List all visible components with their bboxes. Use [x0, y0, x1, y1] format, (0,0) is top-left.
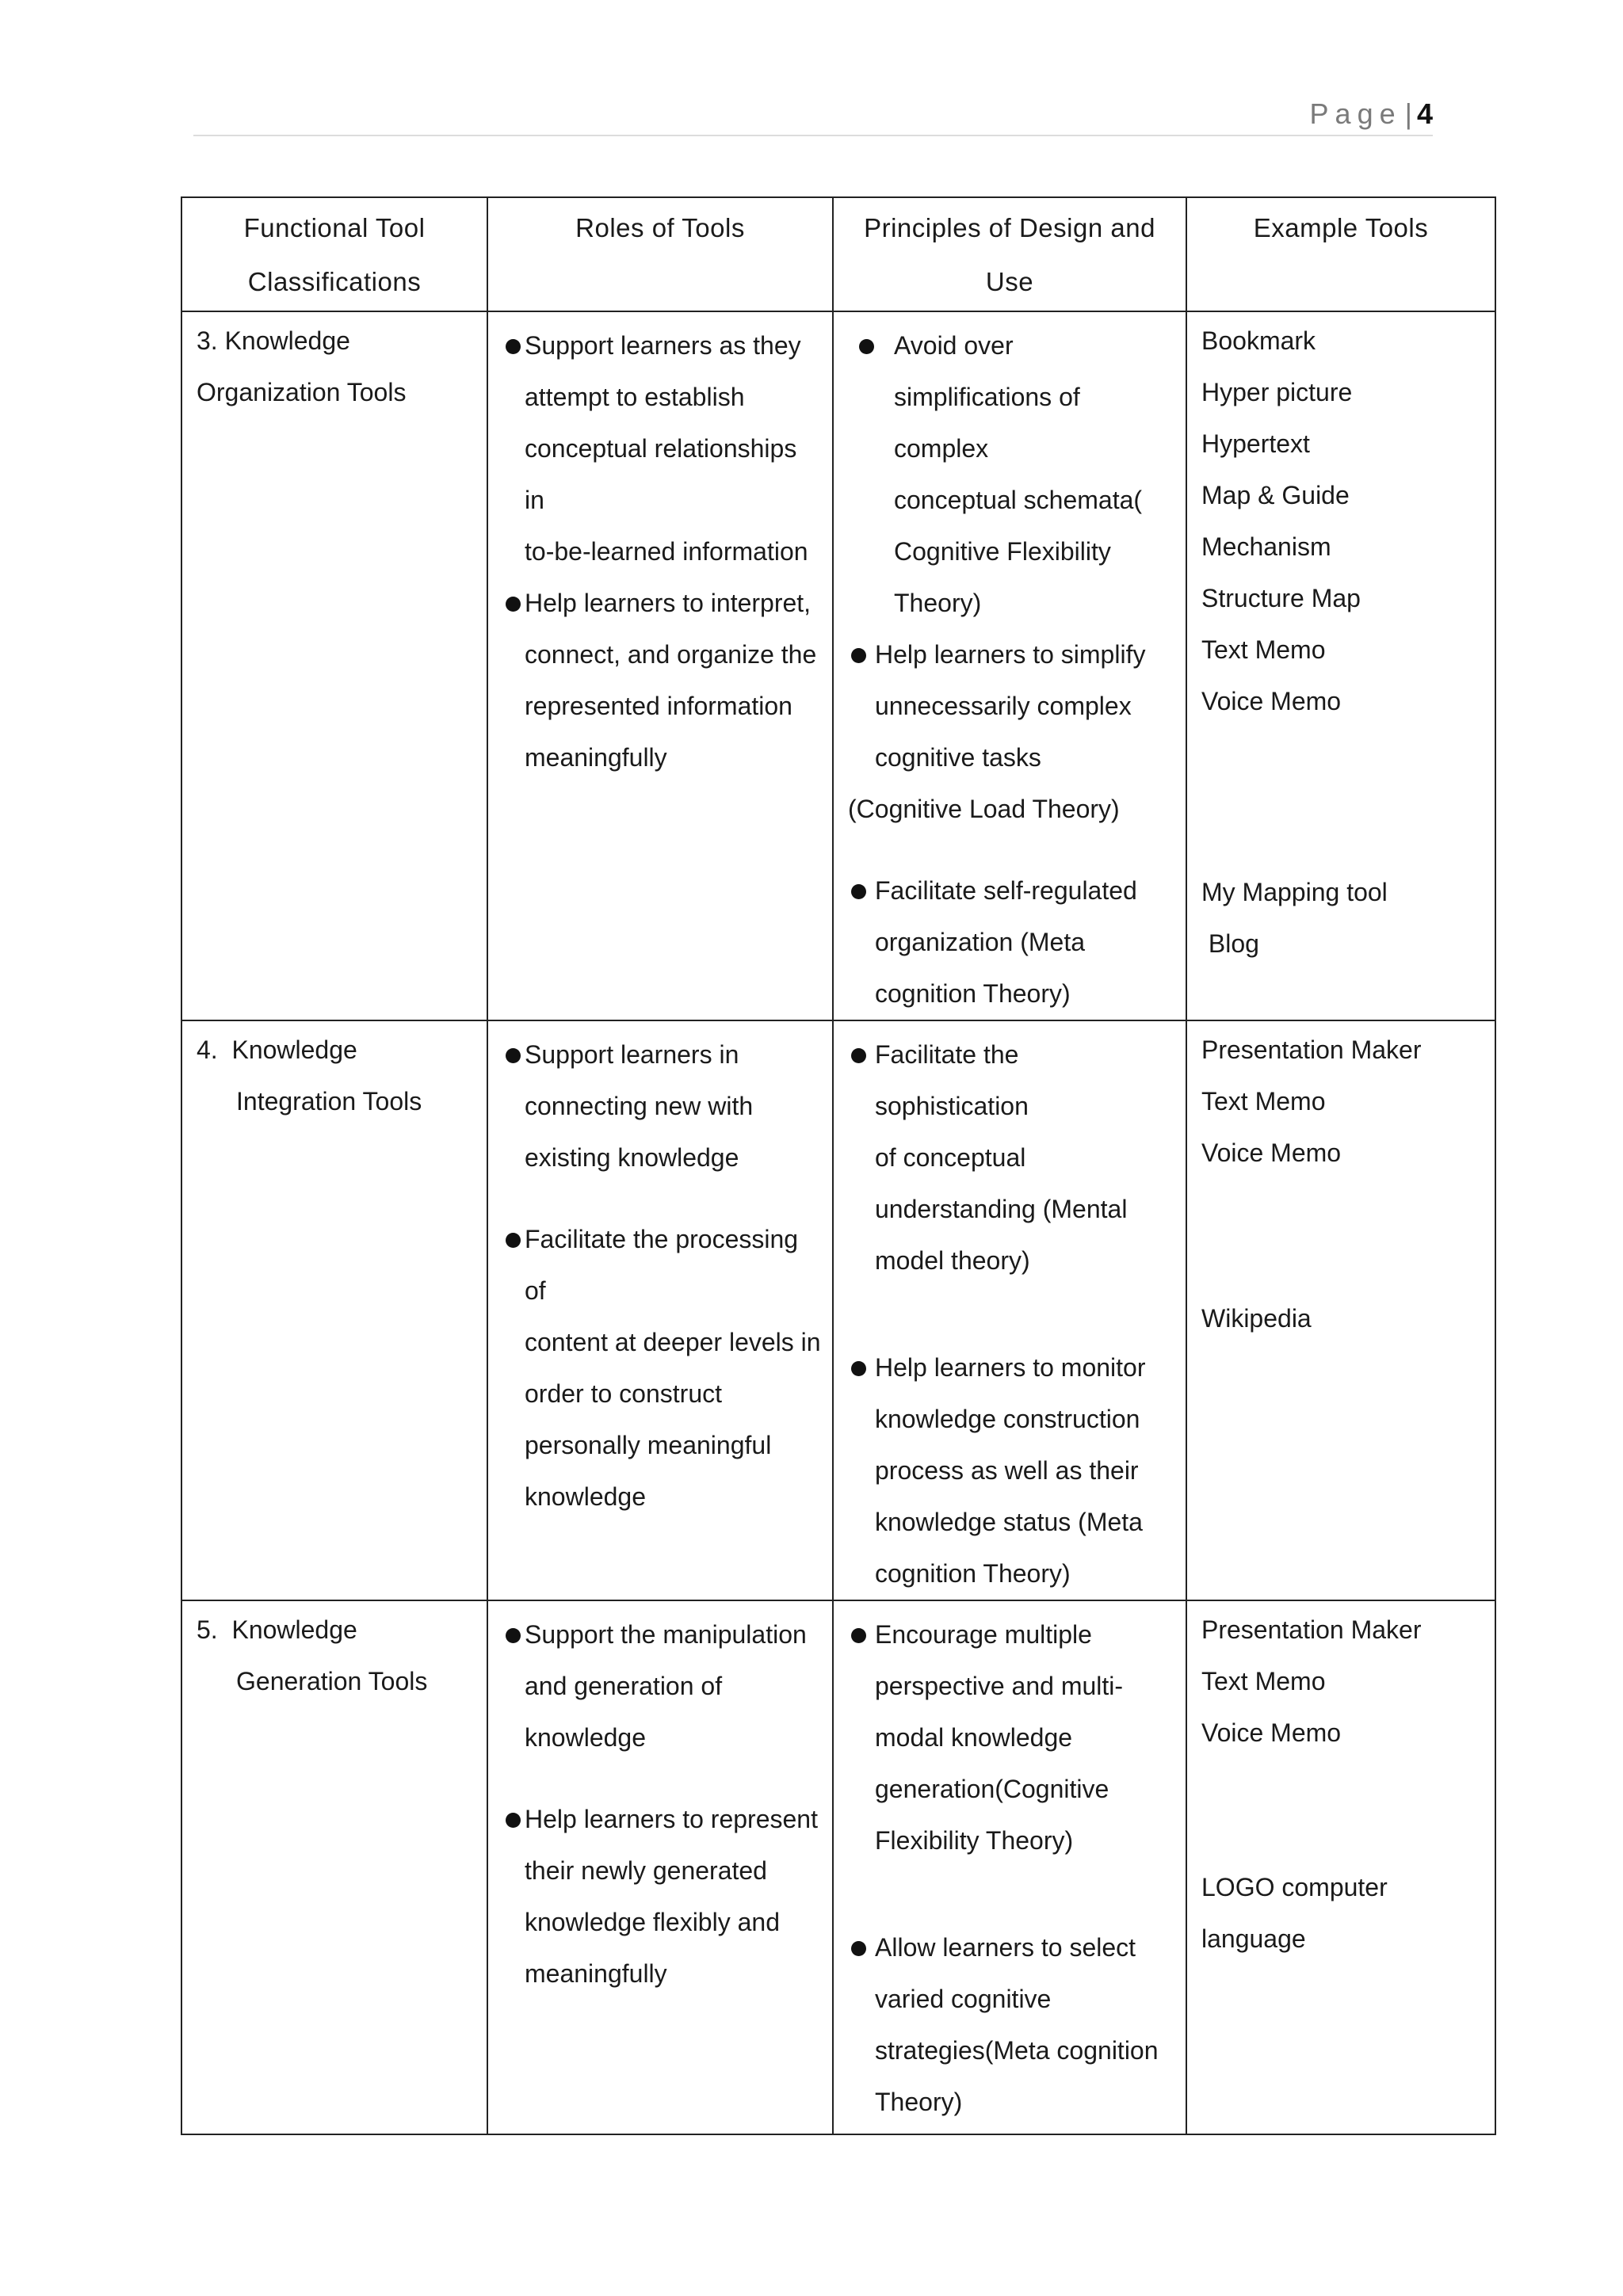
item-line: Flexibility Theory)	[875, 1826, 1074, 1855]
page-header	[193, 89, 1433, 136]
item-line: existing knowledge	[525, 1143, 739, 1172]
bullet-icon	[506, 1233, 521, 1248]
bullet-icon	[506, 597, 521, 612]
item-line: attempt to establish	[525, 383, 745, 411]
roles-cell	[487, 1020, 833, 1600]
page-separator: |	[1404, 97, 1412, 130]
example-tool: Text Memo	[1201, 1667, 1326, 1695]
bullet-icon	[851, 1628, 866, 1643]
item-line: content at deeper levels in	[525, 1328, 821, 1356]
item-line: Facilitate the sophistication	[875, 1040, 1029, 1120]
item-line: knowledge	[525, 1723, 646, 1752]
table-row	[181, 311, 1495, 1020]
classification-line: 3. Knowledge	[197, 326, 350, 355]
classification-cell	[181, 311, 487, 1020]
bullet-item	[488, 1214, 823, 1523]
example-tool: language	[1201, 1924, 1306, 1953]
example-tool: Bookmark	[1201, 326, 1316, 355]
bullet-item	[488, 1029, 823, 1184]
item-line: Help learners to monitor	[875, 1353, 1146, 1382]
item-line: knowledge flexibly and	[525, 1908, 780, 1936]
item-line: Facilitate self-regulated	[875, 876, 1137, 905]
item-line: organization (Meta	[875, 928, 1086, 956]
item-line: strategies(Meta cognition	[875, 2036, 1159, 2065]
item-line: unnecessarily complex	[875, 692, 1132, 720]
item-line: Help learners to represent	[525, 1805, 818, 1833]
classification-line: Generation Tools	[236, 1667, 428, 1695]
bullet-icon	[851, 1048, 866, 1063]
item-line: knowledge	[525, 1482, 646, 1511]
example-tool: Mechanism	[1201, 532, 1331, 561]
classification-line: 5. Knowledge	[197, 1615, 357, 1644]
item-line: varied cognitive	[875, 1985, 1052, 2013]
column-header-examples	[1186, 197, 1495, 311]
item-line: personally meaningful	[525, 1431, 772, 1459]
roles-cell	[487, 1600, 833, 2134]
classification-line: 4. Knowledge	[197, 1035, 357, 1064]
item-line: connect, and organize the	[525, 640, 817, 669]
item-line: of conceptual	[875, 1143, 1026, 1172]
item-line: connecting new with	[525, 1092, 754, 1120]
item-line: represented information	[525, 692, 792, 720]
bullet-item	[834, 1922, 1176, 2128]
item-line: Theory)	[875, 2088, 963, 2116]
item-line: meaningfully	[525, 743, 667, 772]
example-tool: Voice Memo	[1201, 1718, 1342, 1747]
bullet-icon	[506, 339, 521, 354]
item-line: cognition Theory)	[875, 979, 1071, 1008]
example-tool: Presentation Maker	[1201, 1035, 1422, 1064]
bullet-item	[834, 629, 1176, 784]
item-line: Support the manipulation	[525, 1620, 807, 1649]
principles-cell	[833, 1020, 1186, 1600]
example-tool: Voice Memo	[1201, 1138, 1342, 1167]
principles-cell	[833, 311, 1186, 1020]
bullet-icon	[506, 1048, 521, 1063]
bullet-item	[834, 1029, 1176, 1287]
item-line: modal knowledge	[875, 1723, 1073, 1752]
examples-cell	[1186, 311, 1495, 1020]
item-line: perspective and multi-	[875, 1672, 1124, 1700]
item-line: understanding (Mental	[875, 1195, 1128, 1223]
bullet-item	[488, 578, 823, 784]
item-line: to-be-learned information	[525, 537, 808, 566]
item-line: and generation of	[525, 1672, 723, 1700]
item-line: cognition Theory)	[875, 1559, 1071, 1588]
bullet-icon	[851, 1941, 866, 1956]
table-row	[181, 1020, 1495, 1600]
bullet-icon	[851, 648, 866, 663]
classification-cell	[181, 1600, 487, 2134]
header-line: Use	[985, 267, 1034, 296]
page-number: 4	[1416, 97, 1433, 130]
example-tool: Voice Memo	[1201, 687, 1342, 715]
bullet-icon	[506, 1628, 521, 1643]
principles-cell	[833, 1600, 1186, 2134]
header-line: Principles of Design and	[864, 213, 1155, 242]
bullet-icon	[506, 1813, 521, 1828]
item-line: Facilitate the processing of	[525, 1225, 799, 1305]
item-line: Support learners as they	[525, 331, 801, 360]
item-line: Cognitive Flexibility	[894, 537, 1111, 566]
examples-cell	[1186, 1020, 1495, 1600]
item-line: simplifications of complex	[894, 383, 1080, 463]
item-line: conceptual schemata(	[894, 486, 1143, 514]
example-tool: Hypertext	[1201, 429, 1310, 458]
item-line: conceptual relationships in	[525, 434, 797, 514]
bullet-icon	[859, 339, 874, 354]
bullet-item	[488, 1609, 823, 1764]
roles-cell	[487, 311, 833, 1020]
item-line: their newly generated	[525, 1856, 767, 1885]
bullet-item	[488, 1794, 823, 2000]
header-line: Roles of Tools	[575, 213, 745, 242]
item-line: knowledge construction	[875, 1405, 1140, 1433]
item-line: knowledge status (Meta	[875, 1508, 1143, 1536]
item-line: order to construct	[525, 1379, 722, 1408]
item-line: meaningfully	[525, 1959, 667, 1988]
bullet-item	[834, 865, 1176, 1020]
item-line: cognitive tasks	[875, 743, 1041, 772]
item-line: Help learners to interpret,	[525, 589, 812, 617]
principle-citation: (Cognitive Load Theory)	[848, 795, 1120, 823]
classification-line: Integration Tools	[236, 1087, 422, 1116]
table-row	[181, 1600, 1495, 2134]
table-header-row	[181, 197, 1495, 311]
bullet-icon	[851, 884, 866, 899]
item-line: Support learners in	[525, 1040, 739, 1069]
bullet-item	[834, 1609, 1176, 1867]
bullet-item	[488, 320, 823, 578]
item-line: Avoid over	[894, 331, 1014, 360]
example-tool: Text Memo	[1201, 635, 1326, 664]
bullet-icon	[851, 1361, 866, 1376]
item-line: model theory)	[875, 1246, 1030, 1275]
example-tool: Map & Guide	[1201, 481, 1350, 509]
example-tool: Wikipedia	[1201, 1304, 1312, 1333]
header-line: Example Tools	[1253, 213, 1429, 242]
item-line: Allow learners to select	[875, 1933, 1136, 1962]
page-word: Page	[1309, 97, 1402, 130]
examples-cell	[1186, 1600, 1495, 2134]
example-tool: Text Memo	[1201, 1087, 1326, 1116]
functional-tools-table	[181, 196, 1496, 2135]
item-line: generation(Cognitive	[875, 1775, 1109, 1803]
item-line: Encourage multiple	[875, 1620, 1092, 1649]
item-line: Help learners to simplify	[875, 640, 1146, 669]
example-tool: Blog	[1201, 929, 1259, 958]
example-tool: Hyper picture	[1201, 378, 1353, 406]
example-tool: Structure Map	[1201, 584, 1361, 612]
bullet-item	[834, 1342, 1176, 1600]
example-tool: My Mapping tool	[1201, 878, 1388, 906]
header-line: Functional Tool	[243, 213, 426, 242]
example-tool: LOGO computer	[1201, 1873, 1388, 1901]
column-header-roles	[487, 197, 833, 311]
item-line: process as well as their	[875, 1456, 1139, 1485]
example-tool: Presentation Maker	[1201, 1615, 1422, 1644]
item-line: Theory)	[894, 589, 982, 617]
page-number-label	[1310, 98, 1433, 130]
header-line: Classifications	[247, 267, 422, 296]
classification-line: Organization Tools	[197, 378, 407, 406]
column-header-classification	[181, 197, 487, 311]
column-header-principles	[833, 197, 1186, 311]
bullet-item	[834, 320, 1176, 629]
classification-cell	[181, 1020, 487, 1600]
